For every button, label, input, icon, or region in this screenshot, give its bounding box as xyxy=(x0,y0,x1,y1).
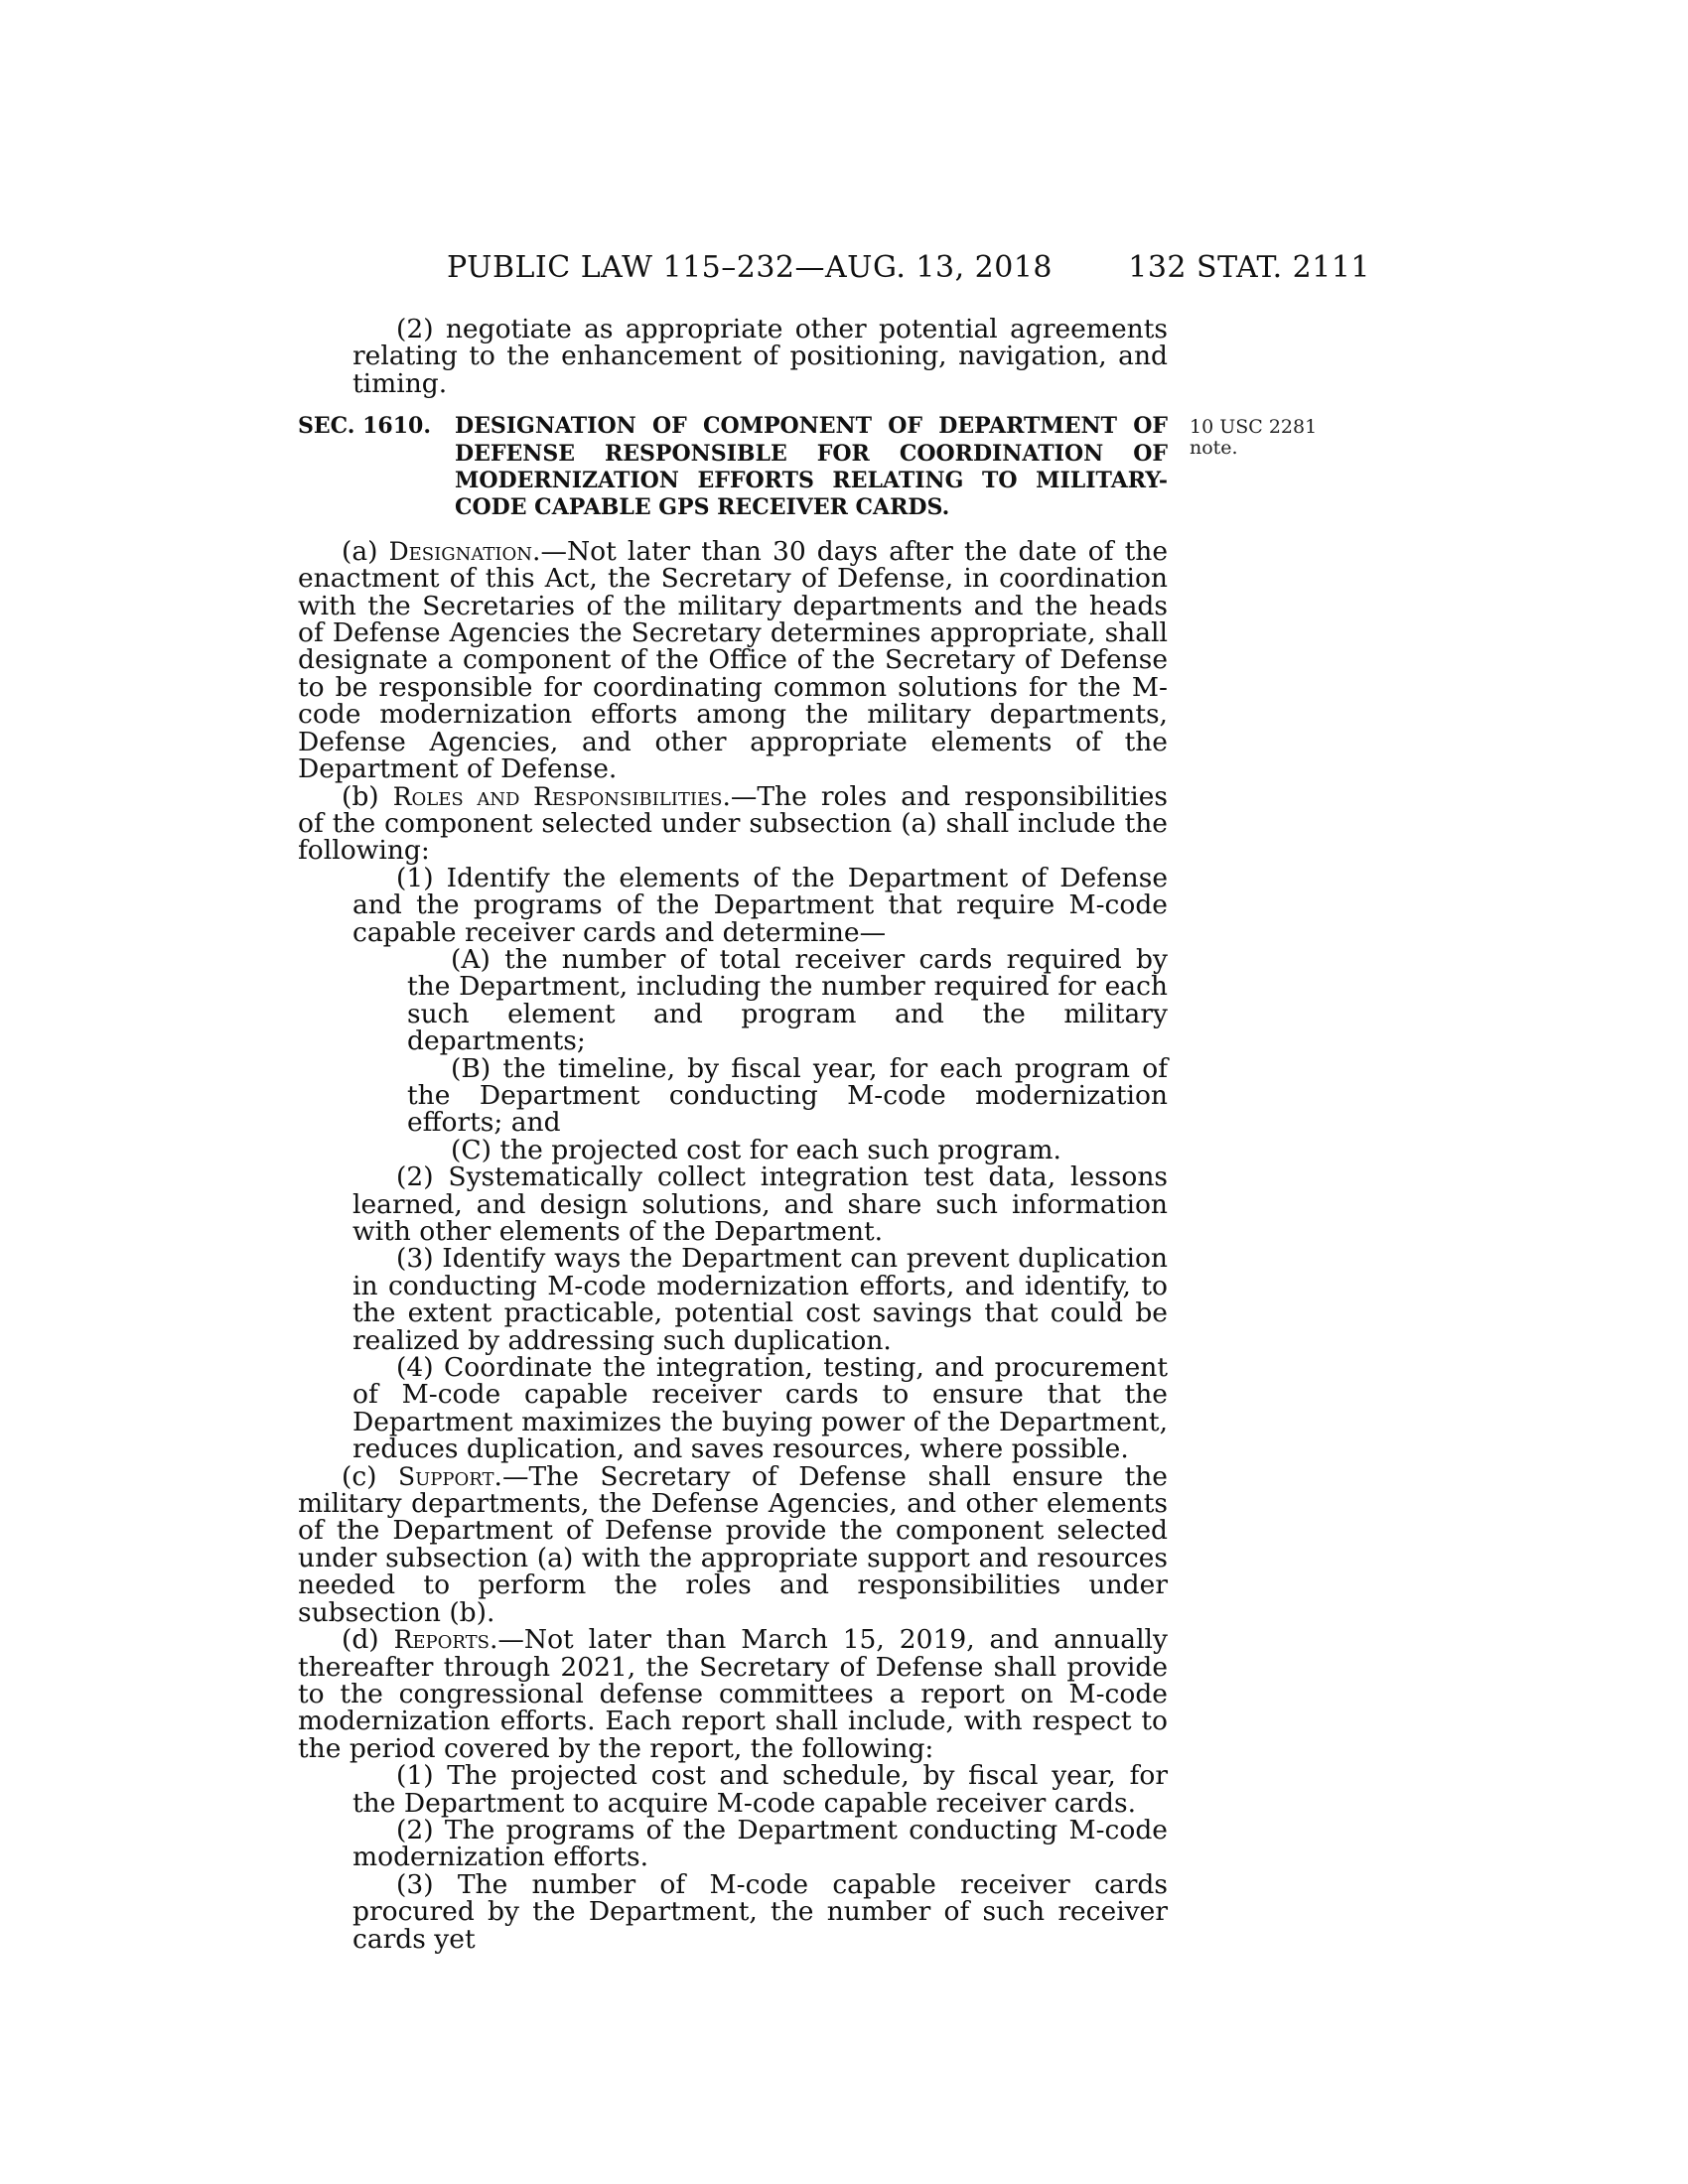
subsection-c-label: (c) xyxy=(342,1460,398,1492)
subsection-c-text: .—The Secretary of Defense shall ensure the military departments, the Defense Agencies, and other elements of the Department of Defense provide the component selected under subsection (a) with the appropriate support and resources needed to perform the roles and responsibilities under subsection (b). xyxy=(298,1460,1168,1628)
carryover-paragraph-2: (2) negotiate as appropriate other potential agreements relating to the enhancement of positioning, navigation, and timing. xyxy=(352,314,1168,399)
section-heading xyxy=(298,413,1168,522)
subsection-b-subparagraph-b: (B) the timeline, by fiscal year, for each program of the Department conducting M-code modernization efforts; and xyxy=(407,1052,1168,1139)
subsection-b-heading: Roles and Responsibilities xyxy=(392,781,723,811)
side-margin-note xyxy=(1190,417,1329,459)
subsection-d-paragraph-1: (1) The projected cost and schedule, by fiscal year, for the Department to acquire M-code capable receiver cards. xyxy=(352,1760,1168,1819)
subsection-b-paragraph-3: (3) Identify ways the Department can prevent duplication in conducting M-code modernization efforts, and identify, to the extent practicable, potential cost savings that could be realized by addressing such duplication. xyxy=(352,1243,1168,1356)
section-title: DESIGNATION OF COMPONENT OF DEPARTMENT OF DEFENSE RESPONSIBLE FOR COORDINATION OF MODERNIZATION EFFORTS RELATING TO MILITARY-CODE CAPABLE GPS RECEIVER CARDS. xyxy=(455,413,1168,521)
subsection-b-subparagraph-c: (C) the projected cost for each such program. xyxy=(451,1134,1061,1165)
subsection-a-text: .—Not later than 30 days after the date of the enactment of this Act, the Secretary of Defense, in coordination with the Secretaries of the military departments and the heads of Defense Agencies the Secretary determines appropriate, shall designate a component of the Office of the Secretary of Defense to be responsible for coordinating common solutions for the M-code modernization efforts among the military departments, Defense Agencies, and other appropriate elements of the Department of Defense. xyxy=(298,535,1168,785)
subsection-d-paragraph-2: (2) The programs of the Department conducting M-code modernization efforts. xyxy=(352,1814,1168,1873)
subsection-b-subparagraph-a: (A) the number of total receiver cards required by the Department, including the number required for each such element and program and the military departments; xyxy=(407,943,1168,1057)
subsection-b-label: (b) xyxy=(342,780,393,812)
subsection-c xyxy=(298,1460,1168,1628)
subsection-a xyxy=(298,535,1168,785)
usc-citation-note: note. xyxy=(1190,437,1238,459)
subsection-b xyxy=(298,780,1169,867)
subsection-a-heading: Designation xyxy=(388,536,533,566)
subsection-c-heading: Support xyxy=(398,1461,494,1491)
subsection-d-heading: Reports xyxy=(393,1625,490,1655)
subsection-b-paragraph-2: (2) Systematically collect integration test data, lessons learned, and design solutions, and share such information with other elements of the Department. xyxy=(352,1161,1168,1247)
subsection-a-label: (a) xyxy=(342,535,389,567)
subsection-b-paragraph-1: (1) Identify the elements of the Department of Defense and the programs of the Department that require M-code capable receiver cards and determine— xyxy=(352,862,1168,948)
subsection-d-paragraph-3: (3) The number of M-code capable receiver cards procured by the Department, the number of such receiver cards yet xyxy=(352,1868,1168,1955)
section-number: SEC. 1610. xyxy=(298,413,431,440)
statute-page-number: 132 STAT. 2111 xyxy=(1128,250,1370,285)
document-body xyxy=(298,316,1168,1953)
usc-citation: 10 USC 2281 xyxy=(1190,416,1318,438)
running-head-title: PUBLIC LAW 115–232—AUG. 13, 2018 xyxy=(447,250,1054,285)
page-header xyxy=(298,250,1370,290)
subsection-b-text: .—The roles and responsibilities of the component selected under subsection (a) shall include the following: xyxy=(298,780,1169,867)
subsection-d-label: (d) xyxy=(342,1624,394,1656)
subsection-d-text: .—Not later than March 15, 2019, and annually thereafter through 2021, the Secretary of Defense shall provide to the congressional defense committees a report on M-code modernization efforts. Each report shall include, with respect to the period covered by the report, the following: xyxy=(298,1624,1168,1764)
subsection-b-paragraph-4: (4) Coordinate the integration, testing, and procurement of M-code capable receiver cards to ensure that the Department maximizes the buying power of the Department, reduces duplication, and saves resources, where possible. xyxy=(352,1352,1168,1465)
subsection-d xyxy=(298,1626,1168,1762)
